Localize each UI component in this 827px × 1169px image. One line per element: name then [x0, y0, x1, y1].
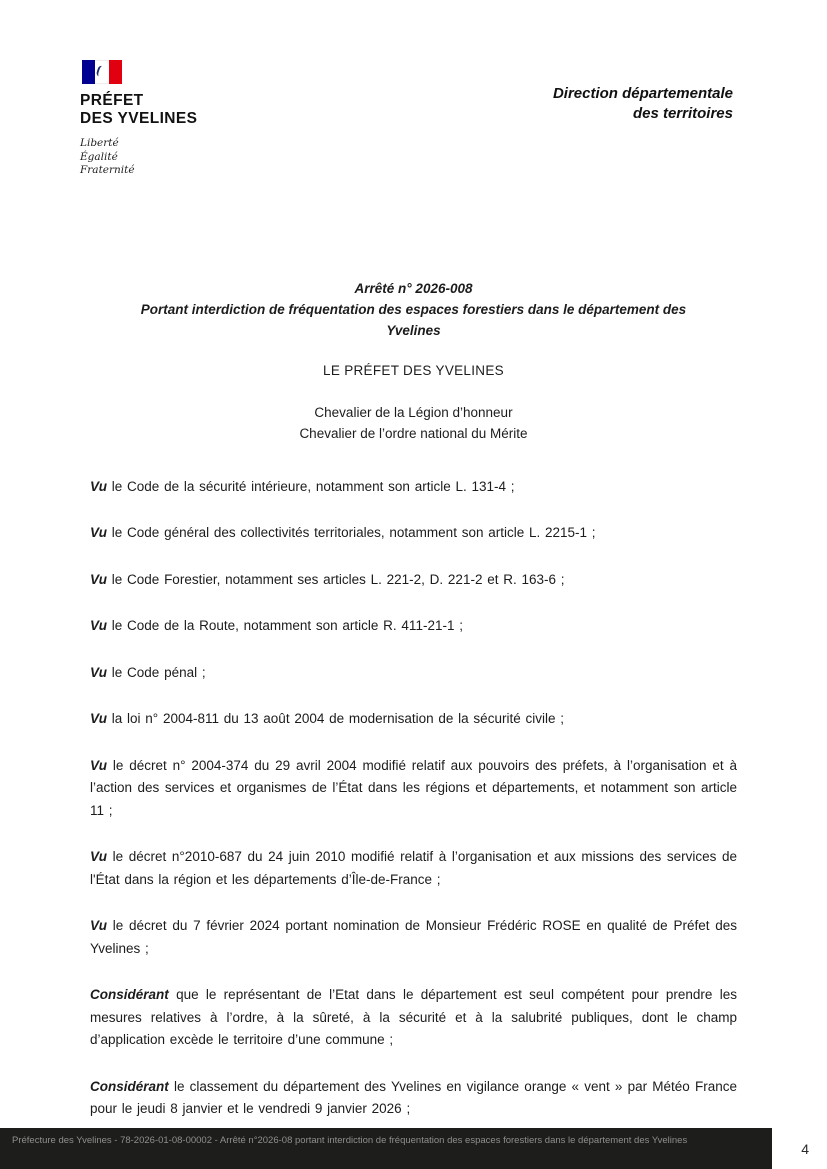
- recital-lead: Vu: [90, 525, 108, 540]
- honor-line1: Chevalier de la Légion d’honneur: [314, 404, 513, 420]
- motto-egalite: Égalité: [80, 150, 118, 163]
- document-title: [0, 278, 827, 341]
- french-flag-icon: [82, 60, 122, 84]
- flag-blue-stripe: [82, 60, 95, 84]
- motto-fraternite: Fraternité: [80, 164, 135, 176]
- recital-text: le Code Forestier, notamment ses articles L. 221-2, D. 221-2 et R. 163-6 ;: [111, 571, 565, 587]
- page-header: [0, 0, 827, 178]
- recital-lead: Vu: [90, 849, 108, 864]
- recital-text: le Code de la Route, notamment son article R. 411-21-1 ;: [111, 618, 463, 633]
- direction-line2: des territoires: [632, 105, 733, 122]
- motto-liberte: Liberté: [80, 137, 119, 149]
- recital-lead: Considérant: [90, 987, 169, 1002]
- recital-paragraph: [90, 708, 737, 731]
- issuer-title: LE PRÉFET DES YVELINES: [323, 362, 504, 378]
- recital-lead: Vu: [90, 711, 108, 726]
- recital-text: le Code général des collectivités territoriales, notamment son article L. 2215-1 ;: [111, 525, 596, 540]
- recital-text: que le représentant de l’Etat dans le département est seul compétent pour prendre les mesures relatives à l’ordre, à la sûreté, à la sécurité et à la salubrité publiques, dont le champ d’application excède le territoire d’une commune ;: [90, 987, 737, 1047]
- footer-reference-bar: [0, 1128, 772, 1169]
- recital-paragraph: [90, 1076, 737, 1121]
- government-logo: [80, 60, 300, 178]
- recital-text: le décret n° 2004-374 du 29 avril 2004 modifié relatif aux pouvoirs des préfets, à l’organisation et à l’action des services et organismes de l’État dans les régions et départements, et notamment son article 11 ;: [90, 757, 737, 818]
- direction-line1: Direction départementale: [552, 85, 733, 102]
- institution-line1: PRÉFET: [80, 92, 144, 109]
- institution-name: [80, 92, 300, 128]
- recital-paragraph: [90, 915, 737, 960]
- footer-reference-text: Préfecture des Yvelines - 78-2026-01-08-00002 - Arrêté n°2026-08 portant interdiction de fréquentation des espaces forestiers dans le département des Yvelines: [12, 1135, 688, 1146]
- recital-paragraph: [90, 476, 737, 499]
- recital-paragraph: [90, 984, 737, 1052]
- recital-paragraph: [90, 755, 737, 823]
- recital-lead: Considérant: [90, 1078, 169, 1094]
- recital-lead: Vu: [90, 618, 108, 633]
- recital-text: le Code pénal ;: [111, 664, 206, 680]
- recital-lead: Vu: [90, 757, 108, 773]
- institution-line2: DES YVELINES: [80, 110, 198, 127]
- republic-motto: [80, 137, 300, 178]
- recital-paragraph: [90, 615, 737, 638]
- recital-text: le décret n°2010-687 du 24 juin 2010 modifié relatif à l’organisation et aux missions des services de l'État dans la région et les départements d’Île-de-France ;: [90, 849, 737, 887]
- recital-text: la loi n° 2004-811 du 13 août 2004 de modernisation de la sécurité civile ;: [111, 711, 564, 726]
- recital-lead: Vu: [90, 918, 108, 933]
- issuer-honors: [0, 402, 827, 444]
- page-number: 4: [801, 1141, 809, 1157]
- recital-text: le décret du 7 février 2024 portant nomination de Monsieur Frédéric ROSE en qualité de Préfet des Yvelines ;: [90, 918, 737, 956]
- arrete-subject: Portant interdiction de fréquentation des espaces forestiers dans le département des Yvelines: [140, 301, 687, 338]
- recital-paragraph: [90, 846, 737, 891]
- recital-paragraph: [90, 569, 737, 592]
- recital-lead: Vu: [90, 664, 108, 680]
- recital-paragraph: [90, 522, 737, 545]
- recital-text: le classement du département des Yvelines en vigilance orange « vent » par Météo France pour le jeudi 8 janvier et le vendredi 9 janvier 2026 ;: [90, 1078, 737, 1116]
- issuing-direction: [553, 84, 733, 124]
- recital-text: le Code de la sécurité intérieure, notamment son article L. 131-4 ;: [111, 478, 515, 494]
- honor-line2: Chevalier de l’ordre national du Mérite: [299, 425, 528, 441]
- arrete-number: Arrêté n° 2026-008: [354, 280, 473, 296]
- flag-red-stripe: [109, 60, 122, 84]
- recital-lead: Vu: [90, 478, 108, 494]
- recitals: [0, 476, 827, 1121]
- recital-paragraph: [90, 662, 737, 685]
- recital-lead: Vu: [90, 571, 108, 587]
